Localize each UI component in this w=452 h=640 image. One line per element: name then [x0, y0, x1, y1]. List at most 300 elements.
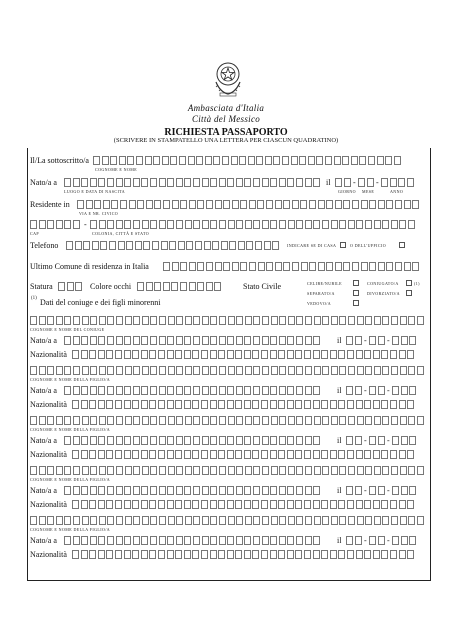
letter-cell[interactable]: [73, 316, 80, 325]
letter-cell[interactable]: [159, 316, 166, 325]
letter-cell[interactable]: [124, 220, 131, 229]
letter-cell[interactable]: [150, 366, 157, 375]
letter-cell[interactable]: [262, 516, 269, 525]
letter-cell[interactable]: [201, 500, 208, 509]
input-family-giorno[interactable]: [346, 486, 363, 496]
letter-cell[interactable]: [90, 536, 97, 545]
letter-cell[interactable]: [296, 416, 303, 425]
letter-cell[interactable]: [270, 550, 277, 559]
letter-cell[interactable]: [339, 316, 346, 325]
letter-cell[interactable]: [238, 241, 245, 250]
letter-cell[interactable]: [261, 500, 268, 509]
letter-cell[interactable]: [213, 156, 220, 165]
letter-cell[interactable]: [287, 550, 294, 559]
letter-cell[interactable]: [227, 350, 234, 359]
letter-cell[interactable]: [326, 262, 333, 271]
letter-cell[interactable]: [246, 241, 253, 250]
letter-cell[interactable]: [98, 436, 105, 445]
letter-cell[interactable]: [304, 500, 311, 509]
letter-cell[interactable]: [270, 178, 277, 187]
letter-cell[interactable]: [305, 536, 312, 545]
letter-cell[interactable]: [202, 366, 209, 375]
letter-cell[interactable]: [356, 550, 363, 559]
letter-cell[interactable]: [288, 466, 295, 475]
letter-cell[interactable]: [374, 516, 381, 525]
letter-cell[interactable]: [202, 336, 209, 345]
letter-cell[interactable]: [218, 450, 225, 459]
letter-cell[interactable]: [106, 450, 113, 459]
letter-cell[interactable]: [409, 486, 416, 495]
letter-cell[interactable]: [137, 282, 144, 291]
letter-cell[interactable]: [244, 486, 251, 495]
letter-cell[interactable]: [369, 200, 376, 209]
letter-cell[interactable]: [39, 416, 46, 425]
letter-cell[interactable]: [248, 156, 255, 165]
letter-cell[interactable]: [278, 400, 285, 409]
letter-cell[interactable]: [73, 416, 80, 425]
letter-cell[interactable]: [227, 500, 234, 509]
letter-cell[interactable]: [407, 400, 414, 409]
letter-cell[interactable]: [400, 366, 407, 375]
letter-cell[interactable]: [180, 282, 187, 291]
letter-cell[interactable]: [245, 220, 252, 229]
letter-cell[interactable]: [210, 416, 217, 425]
letter-cell[interactable]: [223, 262, 230, 271]
letter-cell[interactable]: [295, 550, 302, 559]
letter-cell[interactable]: [330, 550, 337, 559]
letter-cell[interactable]: [159, 386, 166, 395]
letter-cell[interactable]: [262, 386, 269, 395]
input-family-giorno[interactable]: [346, 336, 363, 346]
letter-cell[interactable]: [81, 336, 88, 345]
letter-cell[interactable]: [417, 416, 424, 425]
letter-cell[interactable]: [283, 200, 290, 209]
letter-cell[interactable]: [184, 350, 191, 359]
letter-cell[interactable]: [361, 262, 368, 271]
letter-cell[interactable]: [374, 416, 381, 425]
letter-cell[interactable]: [236, 178, 243, 187]
input-family-mese[interactable]: [369, 486, 386, 496]
letter-cell[interactable]: [133, 466, 140, 475]
letter-cell[interactable]: [330, 500, 337, 509]
letter-cell[interactable]: [118, 241, 125, 250]
letter-cell[interactable]: [116, 516, 123, 525]
letter-cell[interactable]: [106, 550, 113, 559]
letter-cell[interactable]: [236, 220, 243, 229]
letter-cell[interactable]: [193, 386, 200, 395]
letter-cell[interactable]: [109, 241, 116, 250]
letter-cell[interactable]: [296, 536, 303, 545]
letter-cell[interactable]: [124, 486, 131, 495]
letter-cell[interactable]: [210, 336, 217, 345]
letter-cell[interactable]: [132, 400, 139, 409]
letter-cell[interactable]: [253, 336, 260, 345]
letter-cell[interactable]: [124, 350, 131, 359]
letter-cell[interactable]: [75, 241, 82, 250]
letter-cell[interactable]: [261, 350, 268, 359]
letter-cell[interactable]: [262, 336, 269, 345]
letter-cell[interactable]: [381, 350, 388, 359]
letter-cell[interactable]: [365, 416, 372, 425]
letter-cell[interactable]: [271, 316, 278, 325]
letter-cell[interactable]: [228, 316, 235, 325]
letter-cell[interactable]: [167, 336, 174, 345]
letter-cell[interactable]: [347, 500, 354, 509]
letter-cell[interactable]: [159, 436, 166, 445]
letter-cell[interactable]: [120, 200, 127, 209]
letter-cell[interactable]: [219, 536, 226, 545]
letter-cell[interactable]: [189, 282, 196, 291]
letter-cell[interactable]: [331, 366, 338, 375]
letter-cell[interactable]: [270, 486, 277, 495]
letter-cell[interactable]: [316, 156, 323, 165]
letter-cell[interactable]: [175, 400, 182, 409]
letter-cell[interactable]: [93, 156, 100, 165]
letter-cell[interactable]: [227, 550, 234, 559]
letter-cell[interactable]: [107, 466, 114, 475]
letter-cell[interactable]: [369, 336, 376, 345]
letter-cell[interactable]: [253, 316, 260, 325]
letter-cell[interactable]: [305, 466, 312, 475]
letter-cell[interactable]: [202, 536, 209, 545]
letter-cell[interactable]: [107, 516, 114, 525]
letter-cell[interactable]: [262, 536, 269, 545]
letter-cell[interactable]: [287, 386, 294, 395]
letter-cell[interactable]: [347, 400, 354, 409]
letter-cell[interactable]: [90, 178, 97, 187]
letter-cell[interactable]: [300, 200, 307, 209]
letter-cell[interactable]: [270, 500, 277, 509]
letter-cell[interactable]: [176, 416, 183, 425]
letter-cell[interactable]: [115, 400, 122, 409]
letter-cell[interactable]: [202, 436, 209, 445]
letter-cell[interactable]: [313, 536, 320, 545]
letter-cell[interactable]: [334, 156, 341, 165]
letter-cell[interactable]: [175, 450, 182, 459]
letter-cell[interactable]: [398, 178, 405, 187]
letter-cell[interactable]: [184, 386, 191, 395]
letter-cell[interactable]: [81, 536, 88, 545]
letter-cell[interactable]: [382, 516, 389, 525]
letter-cell[interactable]: [64, 220, 71, 229]
letter-cell[interactable]: [186, 241, 193, 250]
letter-cell[interactable]: [197, 282, 204, 291]
letter-cell[interactable]: [364, 450, 371, 459]
letter-cell[interactable]: [355, 436, 362, 445]
letter-cell[interactable]: [270, 336, 277, 345]
letter-cell[interactable]: [73, 386, 80, 395]
letter-cell[interactable]: [288, 416, 295, 425]
letter-cell[interactable]: [167, 400, 174, 409]
letter-cell[interactable]: [142, 416, 149, 425]
letter-cell[interactable]: [175, 350, 182, 359]
letter-cell[interactable]: [167, 436, 174, 445]
letter-cell[interactable]: [378, 262, 385, 271]
letter-cell[interactable]: [236, 386, 243, 395]
letter-cell[interactable]: [107, 436, 114, 445]
letter-cell[interactable]: [392, 436, 399, 445]
input-family-nazionalita[interactable]: [72, 550, 416, 560]
letter-cell[interactable]: [202, 516, 209, 525]
letter-cell[interactable]: [196, 156, 203, 165]
letter-cell[interactable]: [252, 550, 259, 559]
letter-cell[interactable]: [218, 550, 225, 559]
letter-cell[interactable]: [236, 536, 243, 545]
letter-cell[interactable]: [176, 466, 183, 475]
letter-cell[interactable]: [210, 500, 217, 509]
letter-cell[interactable]: [382, 316, 389, 325]
letter-cell[interactable]: [346, 436, 353, 445]
letter-cell[interactable]: [279, 536, 286, 545]
letter-cell[interactable]: [322, 416, 329, 425]
letter-cell[interactable]: [210, 516, 217, 525]
letter-cell[interactable]: [202, 486, 209, 495]
letter-cell[interactable]: [364, 400, 371, 409]
letter-cell[interactable]: [304, 550, 311, 559]
letter-cell[interactable]: [149, 350, 156, 359]
letter-cell[interactable]: [72, 450, 79, 459]
letter-cell[interactable]: [149, 500, 156, 509]
letter-cell[interactable]: [378, 200, 385, 209]
letter-cell[interactable]: [395, 200, 402, 209]
letter-cell[interactable]: [133, 536, 140, 545]
letter-cell[interactable]: [377, 156, 384, 165]
letter-cell[interactable]: [150, 178, 157, 187]
letter-cell[interactable]: [330, 400, 337, 409]
letter-cell[interactable]: [81, 550, 88, 559]
letter-cell[interactable]: [326, 200, 333, 209]
letter-cell[interactable]: [373, 450, 380, 459]
letter-cell[interactable]: [58, 282, 65, 291]
letter-cell[interactable]: [90, 466, 97, 475]
input-cap[interactable]: [30, 220, 82, 230]
letter-cell[interactable]: [192, 550, 199, 559]
letter-cell[interactable]: [408, 416, 415, 425]
letter-cell[interactable]: [279, 416, 286, 425]
letter-cell[interactable]: [235, 550, 242, 559]
letter-cell[interactable]: [64, 516, 71, 525]
letter-cell[interactable]: [172, 262, 179, 271]
letter-cell[interactable]: [257, 200, 264, 209]
letter-cell[interactable]: [266, 262, 273, 271]
letter-cell[interactable]: [264, 241, 271, 250]
letter-cell[interactable]: [322, 220, 329, 229]
letter-cell[interactable]: [219, 220, 226, 229]
input-family-anno[interactable]: [392, 336, 418, 346]
letter-cell[interactable]: [314, 366, 321, 375]
letter-cell[interactable]: [343, 200, 350, 209]
letter-cell[interactable]: [158, 400, 165, 409]
letter-cell[interactable]: [221, 241, 228, 250]
letter-cell[interactable]: [125, 516, 132, 525]
letter-cell[interactable]: [309, 262, 316, 271]
letter-cell[interactable]: [219, 178, 226, 187]
letter-cell[interactable]: [304, 350, 311, 359]
letter-cell[interactable]: [206, 262, 213, 271]
letter-cell[interactable]: [184, 550, 191, 559]
letter-cell[interactable]: [73, 536, 80, 545]
letter-cell[interactable]: [64, 416, 71, 425]
letter-cell[interactable]: [125, 416, 132, 425]
letter-cell[interactable]: [295, 350, 302, 359]
input-family-anno[interactable]: [392, 436, 418, 446]
letter-cell[interactable]: [124, 450, 131, 459]
letter-cell[interactable]: [369, 536, 376, 545]
letter-cell[interactable]: [163, 200, 170, 209]
letter-cell[interactable]: [150, 336, 157, 345]
letter-cell[interactable]: [159, 416, 166, 425]
letter-cell[interactable]: [195, 241, 202, 250]
letter-cell[interactable]: [150, 486, 157, 495]
letter-cell[interactable]: [219, 516, 226, 525]
letter-cell[interactable]: [409, 536, 416, 545]
letter-cell[interactable]: [193, 366, 200, 375]
letter-cell[interactable]: [133, 516, 140, 525]
letter-cell[interactable]: [252, 400, 259, 409]
letter-cell[interactable]: [92, 241, 99, 250]
input-family-mese[interactable]: [369, 436, 386, 446]
letter-cell[interactable]: [338, 550, 345, 559]
letter-cell[interactable]: [98, 178, 105, 187]
letter-cell[interactable]: [227, 486, 234, 495]
letter-cell[interactable]: [291, 156, 298, 165]
letter-cell[interactable]: [188, 156, 195, 165]
letter-cell[interactable]: [271, 516, 278, 525]
letter-cell[interactable]: [275, 262, 282, 271]
letter-cell[interactable]: [390, 400, 397, 409]
letter-cell[interactable]: [192, 450, 199, 459]
letter-cell[interactable]: [262, 466, 269, 475]
letter-cell[interactable]: [142, 466, 149, 475]
letter-cell[interactable]: [232, 200, 239, 209]
letter-cell[interactable]: [227, 536, 234, 545]
letter-cell[interactable]: [258, 262, 265, 271]
letter-cell[interactable]: [313, 400, 320, 409]
letter-cell[interactable]: [245, 366, 252, 375]
letter-cell[interactable]: [351, 156, 358, 165]
letter-cell[interactable]: [236, 466, 243, 475]
letter-cell[interactable]: [116, 416, 123, 425]
letter-cell[interactable]: [266, 200, 273, 209]
letter-cell[interactable]: [184, 500, 191, 509]
letter-cell[interactable]: [369, 486, 376, 495]
letter-cell[interactable]: [137, 200, 144, 209]
letter-cell[interactable]: [107, 486, 114, 495]
letter-cell[interactable]: [153, 156, 160, 165]
letter-cell[interactable]: [244, 436, 251, 445]
letter-cell[interactable]: [184, 400, 191, 409]
letter-cell[interactable]: [116, 336, 123, 345]
letter-cell[interactable]: [82, 516, 89, 525]
letter-cell[interactable]: [381, 400, 388, 409]
letter-cell[interactable]: [296, 466, 303, 475]
letter-cell[interactable]: [180, 262, 187, 271]
letter-cell[interactable]: [407, 500, 414, 509]
input-telefono[interactable]: [66, 241, 281, 251]
letter-cell[interactable]: [313, 486, 320, 495]
letter-cell[interactable]: [176, 220, 183, 229]
letter-cell[interactable]: [401, 336, 408, 345]
letter-cell[interactable]: [202, 178, 209, 187]
letter-cell[interactable]: [133, 416, 140, 425]
letter-cell[interactable]: [176, 436, 183, 445]
letter-cell[interactable]: [184, 436, 191, 445]
letter-cell[interactable]: [116, 220, 123, 229]
letter-cell[interactable]: [116, 436, 123, 445]
letter-cell[interactable]: [145, 156, 152, 165]
letter-cell[interactable]: [107, 416, 114, 425]
letter-cell[interactable]: [305, 386, 312, 395]
letter-cell[interactable]: [401, 436, 408, 445]
letter-cell[interactable]: [400, 316, 407, 325]
letter-cell[interactable]: [150, 536, 157, 545]
letter-cell[interactable]: [305, 316, 312, 325]
letter-cell[interactable]: [210, 178, 217, 187]
letter-cell[interactable]: [352, 262, 359, 271]
input-family-nazionalita[interactable]: [72, 500, 416, 510]
letter-cell[interactable]: [39, 316, 46, 325]
input-anno[interactable]: [381, 178, 415, 188]
letter-cell[interactable]: [107, 178, 114, 187]
letter-cell[interactable]: [167, 386, 174, 395]
letter-cell[interactable]: [99, 516, 106, 525]
letter-cell[interactable]: [159, 536, 166, 545]
letter-cell[interactable]: [124, 436, 131, 445]
letter-cell[interactable]: [210, 436, 217, 445]
letter-cell[interactable]: [357, 516, 364, 525]
letter-cell[interactable]: [115, 450, 122, 459]
letter-cell[interactable]: [236, 416, 243, 425]
letter-cell[interactable]: [244, 536, 251, 545]
letter-cell[interactable]: [98, 386, 105, 395]
letter-cell[interactable]: [212, 241, 219, 250]
letter-cell[interactable]: [252, 350, 259, 359]
letter-cell[interactable]: [64, 386, 71, 395]
letter-cell[interactable]: [305, 220, 312, 229]
letter-cell[interactable]: [386, 200, 393, 209]
letter-cell[interactable]: [364, 350, 371, 359]
letter-cell[interactable]: [374, 366, 381, 375]
letter-cell[interactable]: [193, 536, 200, 545]
letter-cell[interactable]: [356, 220, 363, 229]
letter-cell[interactable]: [338, 400, 345, 409]
letter-cell[interactable]: [262, 486, 269, 495]
letter-cell[interactable]: [72, 550, 79, 559]
letter-cell[interactable]: [270, 536, 277, 545]
letter-cell[interactable]: [338, 500, 345, 509]
letter-cell[interactable]: [235, 350, 242, 359]
letter-cell[interactable]: [152, 241, 159, 250]
letter-cell[interactable]: [296, 178, 303, 187]
letter-cell[interactable]: [133, 486, 140, 495]
checkbox-ufficio[interactable]: [399, 242, 405, 248]
input-family-name[interactable]: [30, 366, 425, 376]
letter-cell[interactable]: [176, 366, 183, 375]
letter-cell[interactable]: [135, 241, 142, 250]
letter-cell[interactable]: [401, 386, 408, 395]
letter-cell[interactable]: [175, 550, 182, 559]
input-mese[interactable]: [358, 178, 375, 188]
letter-cell[interactable]: [417, 316, 424, 325]
letter-cell[interactable]: [176, 178, 183, 187]
input-family-nazionalita[interactable]: [72, 400, 416, 410]
letter-cell[interactable]: [219, 466, 226, 475]
letter-cell[interactable]: [314, 416, 321, 425]
letter-cell[interactable]: [116, 486, 123, 495]
letter-cell[interactable]: [90, 416, 97, 425]
letter-cell[interactable]: [262, 316, 269, 325]
letter-cell[interactable]: [219, 486, 226, 495]
